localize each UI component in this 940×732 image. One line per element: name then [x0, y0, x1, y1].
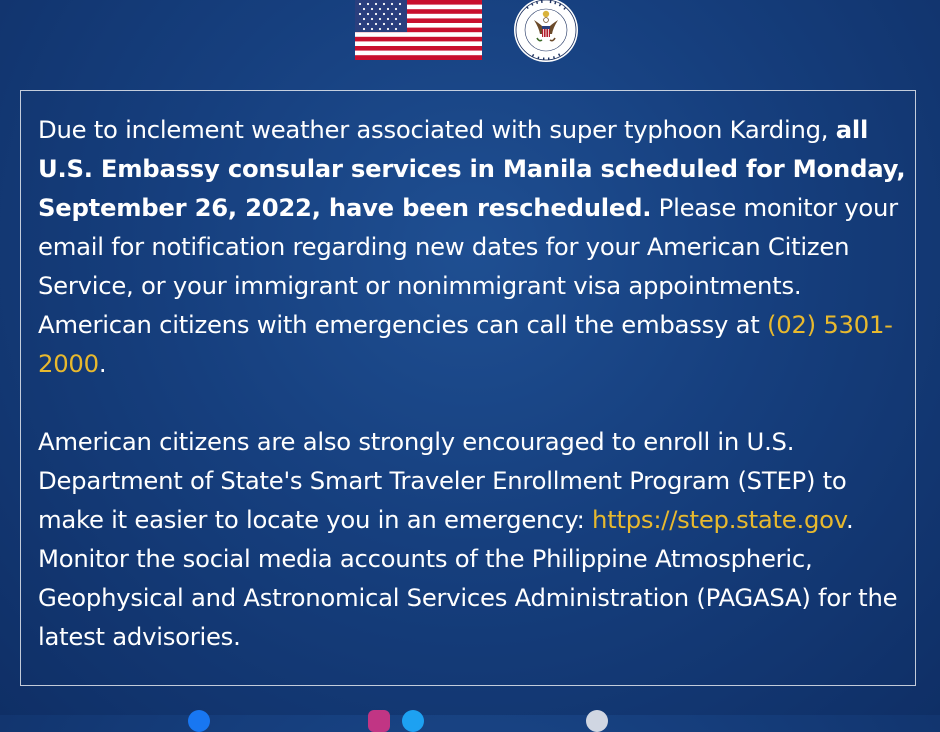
- globe-icon[interactable]: [586, 710, 608, 732]
- step-intro-text: American citizens are also strongly encouraged to enroll in U.S. Department of State's Smart Traveler Enrollment Program (STEP) to make it easier to locate you in an emergency:: [38, 427, 847, 534]
- notice-paragraph-2: [38, 422, 906, 656]
- instagram-icon[interactable]: [368, 710, 390, 732]
- twitter-icon[interactable]: [402, 710, 424, 732]
- notice-paragraph-1: [38, 110, 906, 383]
- pagasa-advisory-text: . Monitor the social media accounts of the Philippine Atmospheric, Geophysical and Astronomical Services Administration (PAGASA) for the latest advisories.: [38, 505, 898, 651]
- embassy-phone-link[interactable]: (02) 5301-2000: [38, 310, 893, 378]
- notice-intro-text: Due to inclement weather associated with super typhoon Karding,: [38, 115, 836, 144]
- footer-social-bar: [0, 700, 940, 715]
- notice-content: [38, 110, 906, 656]
- us-flag-icon: [355, 0, 482, 60]
- us-embassy-seal-icon: [506, 0, 586, 64]
- header: [0, 0, 940, 70]
- facebook-icon[interactable]: [188, 710, 210, 732]
- step-website-link[interactable]: https://step.state.gov: [592, 505, 846, 534]
- notice-period: .: [98, 349, 107, 378]
- notice-body-text: Please monitor your email for notification regarding new dates for your American Citizen Service, or your immigrant or nonimmigrant visa appointments. American citizens with emergencies can call the embassy at: [38, 193, 898, 339]
- notice-bold-text: all U.S. Embassy consular services in Manila scheduled for Monday, September 26, 2022, have been rescheduled.: [38, 115, 906, 222]
